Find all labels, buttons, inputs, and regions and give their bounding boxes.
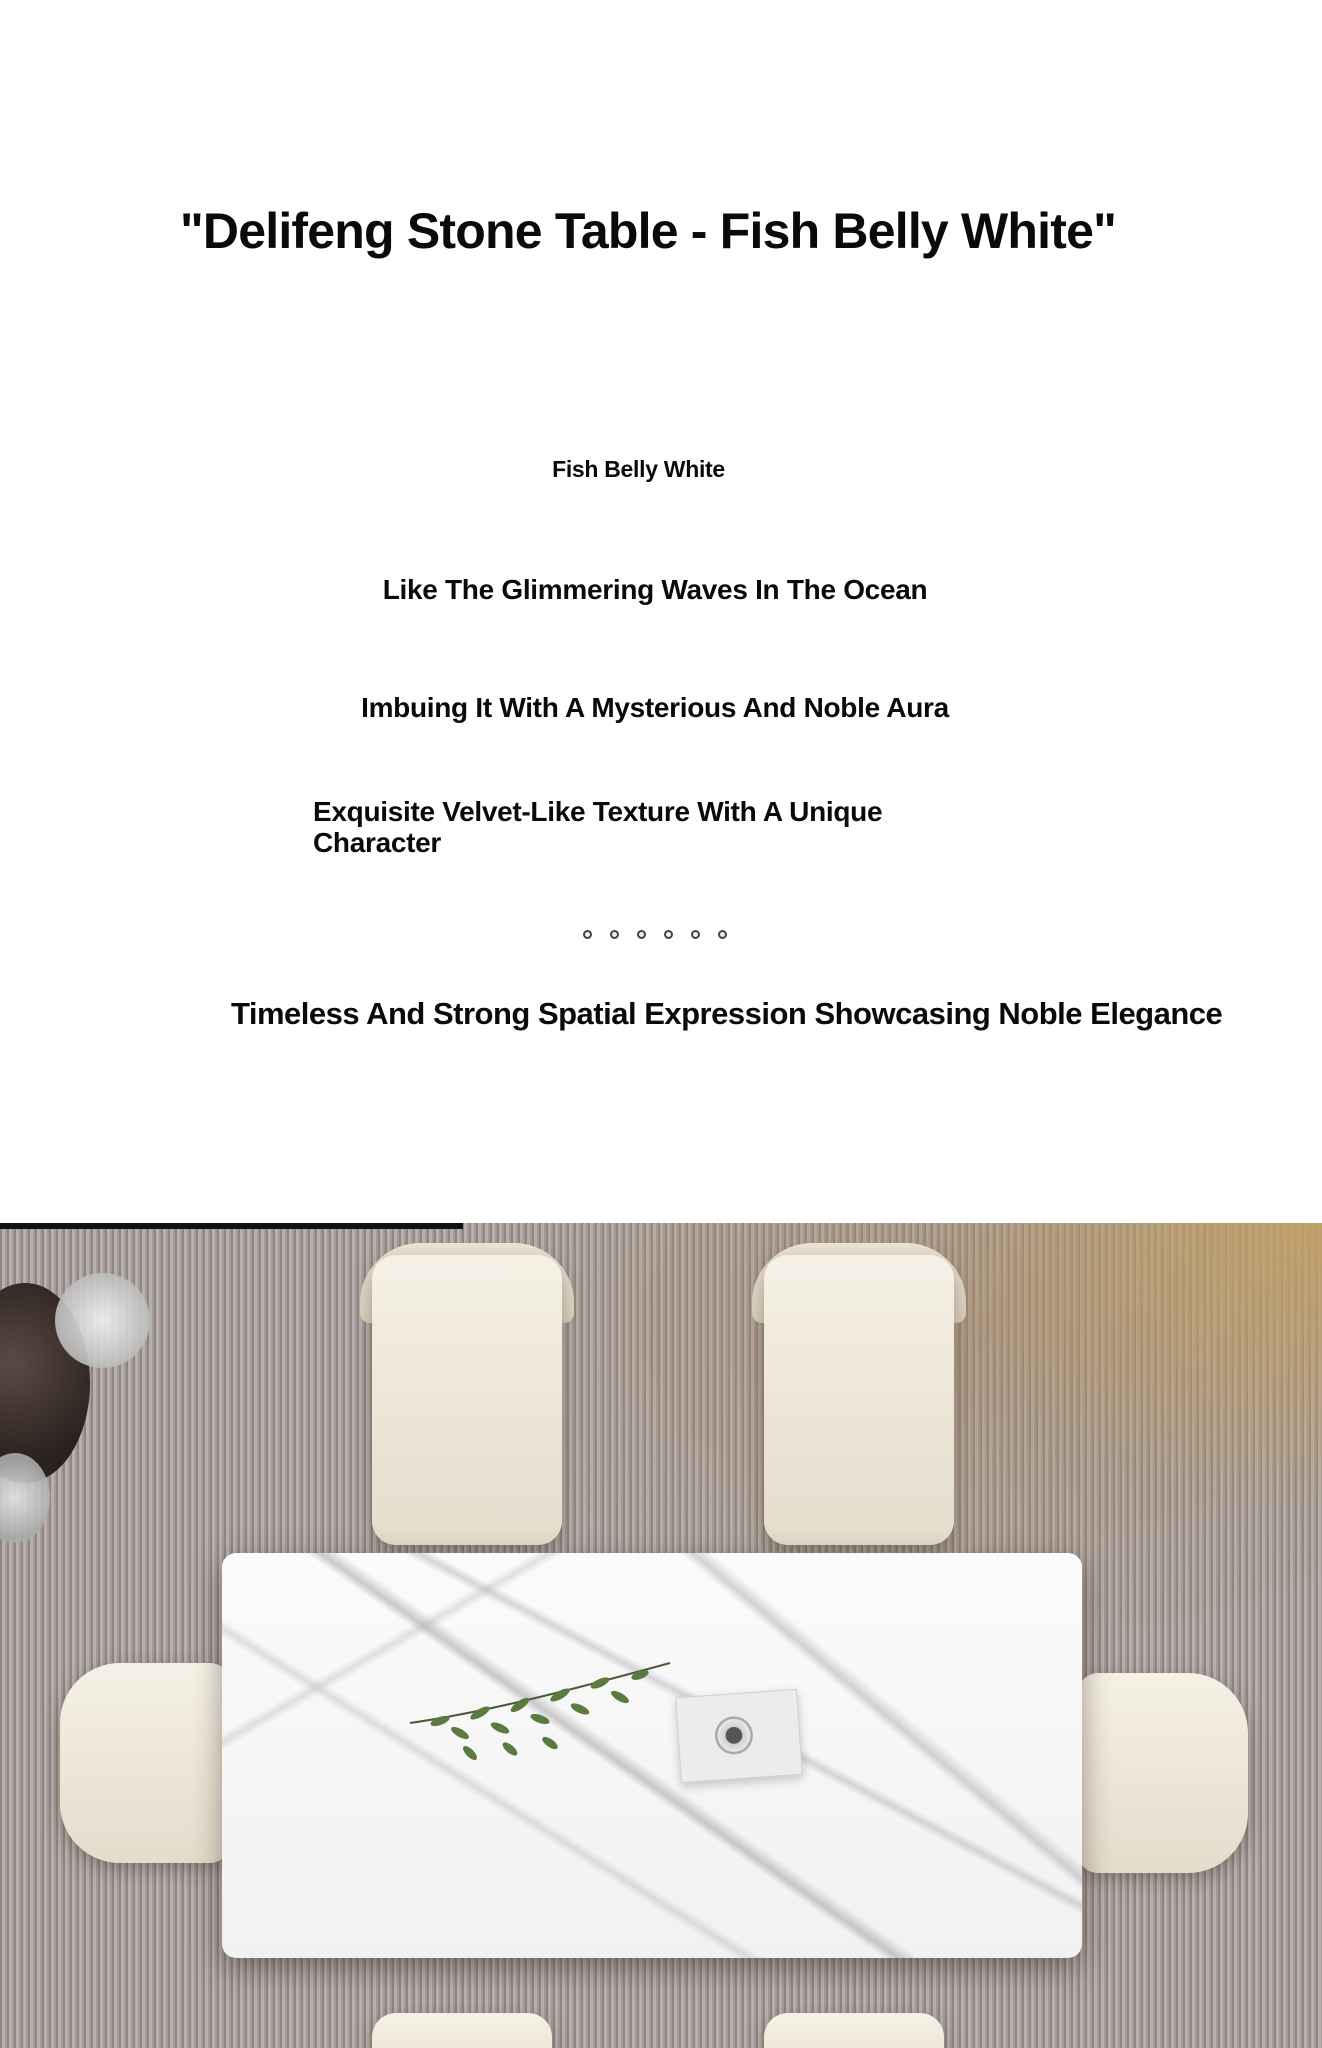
dining-set-photo [0,1223,1322,2048]
dot-icon [664,930,673,939]
page-title: "Delifeng Stone Table - Fish Belly White" [180,203,1116,259]
description-line-1: Like The Glimmering Waves In The Ocean [382,574,928,605]
dining-chair [1078,1673,1248,1873]
dot-icon [583,930,592,939]
cup-icon [714,1715,755,1756]
dining-chair [60,1663,230,1863]
plant-branch-icon [400,1653,690,1803]
photo-top-bar [0,1223,463,1229]
dining-chair [764,1255,954,1545]
dot-icon [718,930,727,939]
color-name: Fish Belly White [552,456,725,482]
tray [675,1689,803,1783]
dot-divider [583,930,727,939]
description-line-2: Imbuing It With A Mysterious And Noble Aura [361,692,949,723]
dot-icon [691,930,700,939]
dining-chair [372,2013,552,2048]
tagline: Timeless And Strong Spatial Expression Showcasing Noble Elegance [231,996,1223,1031]
lamp-shade [55,1273,150,1368]
dining-chair [764,2013,944,2048]
dining-chair [372,1255,562,1545]
description-line-3: Exquisite Velvet-Like Texture With A Unique Character [313,796,883,858]
dot-icon [610,930,619,939]
dot-icon [637,930,646,939]
